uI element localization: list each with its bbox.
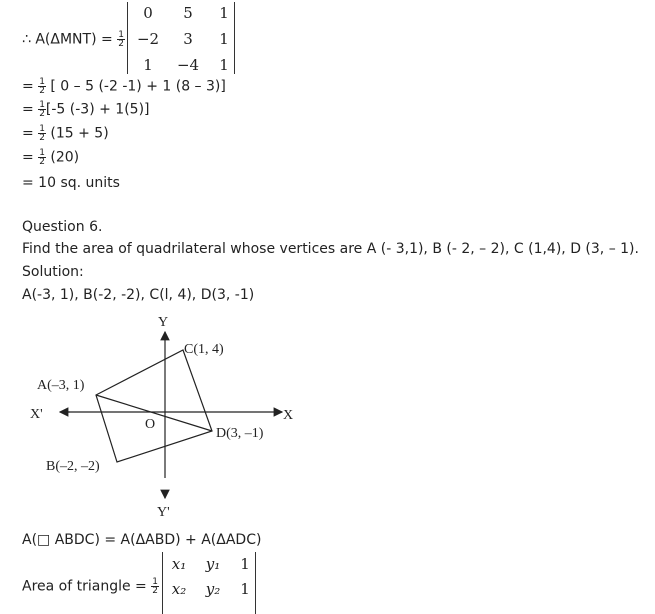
fraction-numerator: 1	[39, 77, 45, 87]
det-cell: −2	[136, 30, 160, 48]
fraction-denominator: 2	[152, 586, 158, 596]
step-line	[22, 149, 79, 166]
fraction-numerator: 1	[152, 577, 158, 587]
half-fraction	[151, 578, 159, 595]
det-cell: 3	[183, 30, 193, 48]
a-label: A(–3, 1)	[37, 378, 85, 393]
half-fraction	[38, 101, 46, 118]
det-cell: x₁	[171, 555, 187, 573]
x-prime-label: X'	[30, 407, 43, 422]
triangle-prefix-text: Area of triangle =	[22, 578, 147, 595]
det-cell: 0	[143, 4, 153, 22]
fraction-denominator: 2	[39, 109, 45, 119]
step-expression: [-5 (-3) + 1(5)]	[45, 101, 150, 118]
step1-prefix-text: ∴ A(ΔMNT) =	[22, 31, 113, 48]
question-text: Find the area of quadrilateral whose vertices are A (- 3,1), B (- 2, – 2), C (1,4), D (3, – 1).	[22, 241, 639, 257]
equals-sign: =	[22, 78, 34, 95]
det-cell: 1	[219, 4, 229, 22]
det-cell: x₂	[171, 580, 187, 598]
result-line: = 10 sq. units	[22, 175, 120, 191]
b-label: B(–2, –2)	[46, 459, 100, 474]
quadrilateral-graph	[0, 305, 320, 525]
fraction-denominator: 2	[39, 86, 45, 96]
step-line	[22, 78, 226, 95]
fraction-numerator: 1	[39, 148, 45, 158]
x-label: X	[283, 408, 294, 423]
step-expression: [ 0 – 5 (-2 -1) + 1 (8 – 3)]	[50, 78, 226, 95]
question-title: Question 6.	[22, 219, 103, 235]
step-expression: (20)	[50, 149, 80, 166]
half-fraction	[117, 31, 125, 48]
half-fraction	[38, 78, 46, 95]
half-fraction	[38, 149, 46, 166]
det-cell: −4	[176, 56, 200, 74]
quadrilateral-shape	[96, 350, 212, 462]
det-cell: y₁	[205, 555, 221, 573]
det-cell: 1	[240, 580, 250, 598]
det-cell: 1	[143, 56, 153, 74]
determinant-1	[127, 2, 235, 74]
fraction-denominator: 2	[118, 39, 124, 49]
area-line: A(□ ABDC) = A(ΔABD) + A(ΔADC)	[22, 532, 262, 548]
determinant-2	[162, 552, 256, 614]
c-label: C(1, 4)	[184, 342, 224, 357]
equals-sign: =	[22, 101, 34, 118]
solution-label: Solution:	[22, 264, 84, 280]
fraction-denominator: 2	[39, 157, 45, 167]
fraction-denominator: 2	[39, 133, 45, 143]
equals-sign: =	[22, 149, 34, 166]
equals-sign: =	[22, 125, 34, 142]
origin-label: O	[145, 417, 156, 432]
fraction-numerator: 1	[39, 124, 45, 134]
step-expression: (15 + 5)	[50, 125, 109, 142]
half-fraction	[38, 125, 46, 142]
step1-prefix	[22, 31, 125, 48]
fraction-numerator: 1	[39, 100, 45, 110]
triangle-prefix	[22, 578, 159, 595]
det-cell: 1	[219, 56, 229, 74]
det-cell: 1	[219, 30, 229, 48]
y-prime-label: Y'	[157, 505, 170, 520]
y-label: Y	[158, 315, 169, 330]
step-line	[22, 125, 109, 142]
points-line: A(-3, 1), B(-2, -2), C(l, 4), D(3, -1)	[22, 287, 255, 303]
step-line	[22, 101, 150, 118]
det-cell: 1	[240, 555, 250, 573]
d-label: D(3, –1)	[216, 426, 264, 441]
det-cell: 5	[183, 4, 193, 22]
fraction-numerator: 1	[118, 30, 124, 40]
det-cell: y₂	[205, 580, 221, 598]
